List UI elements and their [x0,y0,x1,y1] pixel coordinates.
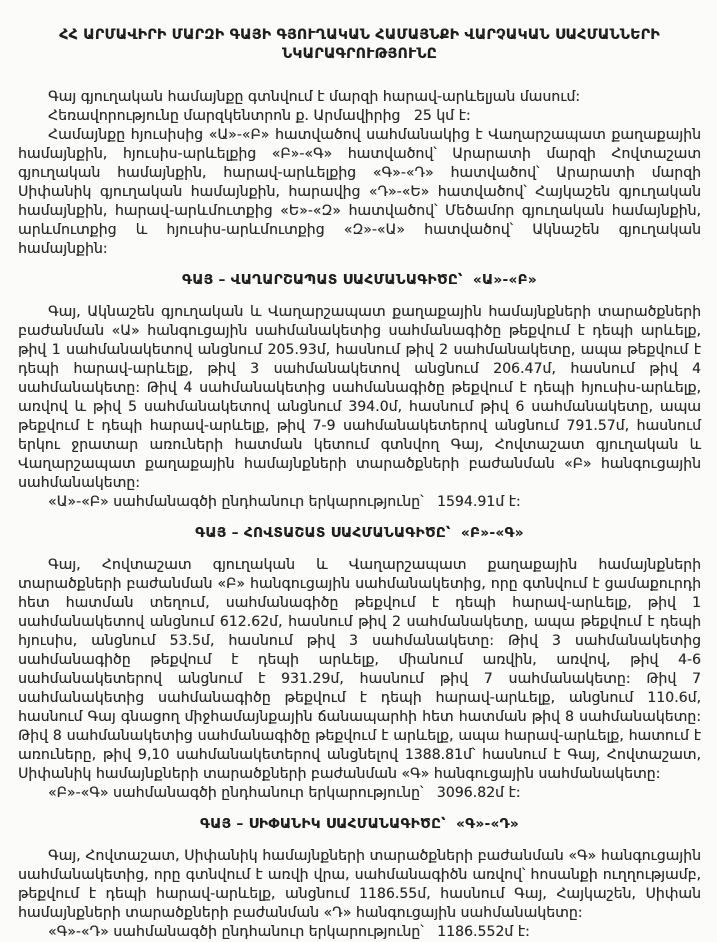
section-body-paragraph: Գայ, Հովտաշատ գյուղական և Վաղարշապատ քաղաքային համայնքների տարածքների բաժանման «Բ» հանգուցային սահմանակետից, որը գտնվում է ցամաքուրդի հետ հատման տեղում, սահմանագիծը թեքվում է դեպի հարավ-արևելք, թիվ 1 սահմանակետով անցնում 612.62մ, հասնում թիվ 2 սահմանակետը, ապա թեքվում է դեպի հյուսիս, անցնում 53.5մ, հասնում թիվ 3 սահմանակետը: Թիվ 3 սահմանակետից սահմանագիծը թեքվում է դեպի արևելք, միանում առվին, առվով, թիվ 4-6 սահմանակետերով անցնում է 931.29մ, հասնում թիվ 7 սահմանակետը: Թիվ 7 սահմանակետից սահմանագիծը թեքվում է դեպի հարավ-արևելք, անցնում 110.6մ, հասնում Գայ գնացող միջհամայնքային ճանապարհի հետ հատման թիվ 8 սահմանակետը: Թիվ 8 սահմանակետից սահմանագիծը թեքվում է արևելք, ապա հարավ-արևելք, հատում է առուները, թիվ 9,10 սահմանակետերով անցնելով 1388.81մ՝ հասնում է Գայ, Հովտաշատ, Սիփանիկ համայնքների տարածքների բաժանման «Գ» հանգուցային սահմանակետը: [18,557,701,782]
boundary-section-g-d [18,815,701,942]
section-total-length-line: «Բ»-«Գ» սահմանագծի ընդհանուր երկարությունը՝ 3096.82մ է: [48,785,521,801]
section-total-length-line: «Ա»-«Բ» սահմանագծի ընդհանուր երկարությունը՝ 1594.91մ է: [48,494,521,510]
intro-block [18,88,701,259]
section-heading: ԳԱՅ – ՀՈՎՏԱՇԱՏ ՍԱՀՄԱՆԱԳԻԾԸ՝ «Բ»-«Գ» [195,525,524,541]
boundary-section-b-g [18,524,701,803]
document-title-line-1: ՀՀ ԱՐՄԱՎԻՐԻ ՄԱՐԶԻ ԳԱՅԻ ԳՅՈՒՂԱԿԱՆ ՀԱՄԱՅՆՔԻ ՎԱՐՉԱԿԱՆ ՍԱՀՄԱՆՆԵՐԻ [59,27,660,43]
document-title-line-2: ՆԿԱՐԱԳՐՈՒԹՅՈՒՆԸ [281,46,438,62]
intro-distance-line: Հեռավորությունը մարզկենտրոն ք. Արմավիրից 25 կմ է: [48,108,471,124]
boundary-section-a-b [18,271,701,512]
section-body-paragraph: Գայ, Հովտաշատ, Սիփանիկ համայնքների տարածքների բաժանման «Գ» հանգուցային սահմանակետից, որը գտնվում է առվի վրա, սահմանագիծն առվով՝ հոսանքի ուղղությամբ, թեքվում է դեպի հարավ-արևելք, անցնում 1186.55մ, հասնում Գայ, Հայկաշեն, Սիփան համայնքների տարածքների բաժանման «Դ» հանգուցային սահմանակետը: [18,848,701,921]
section-heading: ԳԱՅ – ՎԱՂԱՐՇԱՊԱՏ ՍԱՀՄԱՆԱԳԻԾԸ՝ «Ա»-«Բ» [182,272,537,288]
section-heading: ԳԱՅ – ՍԻՓԱՆԻԿ ՍԱՀՄԱՆԱԳԻԾԸ՝ «Գ»-«Դ» [199,816,520,832]
section-body-paragraph: Գայ, Ակնաշեն գյուղական և Վաղարշապատ քաղաքային համայնքների տարածքների բաժանման «Ա» հանգուցային սահմանակետից սահմանագիծը թեքվում է դեպի արևելք, թիվ 1 սահմանակետով անցնում 205.93մ, հասնում թիվ 2 սահմանակետը, ապա թեքվում է դեպի հարավ-արևելք, թիվ 3 սահմանակետով անցնում 206.47մ, հասնում թիվ 4 սահմանակետը: Թիվ 4 սահմանակետից սահմանագիծը թեքվում է դեպի հյուսիս-արևելք, առվով և թիվ 5 սահմանակետով անցնում 394.0մ, հասնում թիվ 6 սահմանակետը, ապա թեքվում է դեպի հարավ-արևելք, թիվ 7-9 սահմանակետերով անցնում 791.57մ, հասնում երկու ջրատար առուների հատման կետում գտնվող Գայ, Հովտաշատ գյուղական և Վաղարշապատ քաղաքային համայնքների տարածքների բաժանման «Բ» հանգուցային սահմանակետը: [18,304,701,491]
document-title [18,26,701,64]
intro-location-line: Գայ գյուղական համայնքը գտնվում է մարզի հարավ-արևելյան մասում: [48,89,581,105]
intro-borders-paragraph: Համայնքը հյուսիսից «Ա»-«Բ» հատվածով սահմանակից է Վաղարշապատ քաղաքային համայնքին, հյուսիս-արևելքից «Բ»-«Գ» հատվածով՝ Արարատի մարզի Հովտաշատ գյուղական համայնքին, հարավ-արևելքից «Գ»-«Դ» հատվածով՝ Արարատի մարզի Սիփանիկ գյուղական համայնքին, հարավից «Դ»-«Ե» հատվածով՝ Հայկաշեն գյուղական համայնքին, հարավ-արևմուտքից «Ե»-«Զ» հատվածով՝ Մեծամոր գյուղական համայնքին, արևմուտքից և հյուսիս-արևմուտքից «Զ»-«Ա» հատվածով՝ Ակնաշեն գյուղական համայնքին: [18,127,701,257]
section-total-length-line: «Գ»-«Դ» սահմանագծի ընդհանուր երկարությունը՝ 1186.552մ է: [48,924,530,940]
